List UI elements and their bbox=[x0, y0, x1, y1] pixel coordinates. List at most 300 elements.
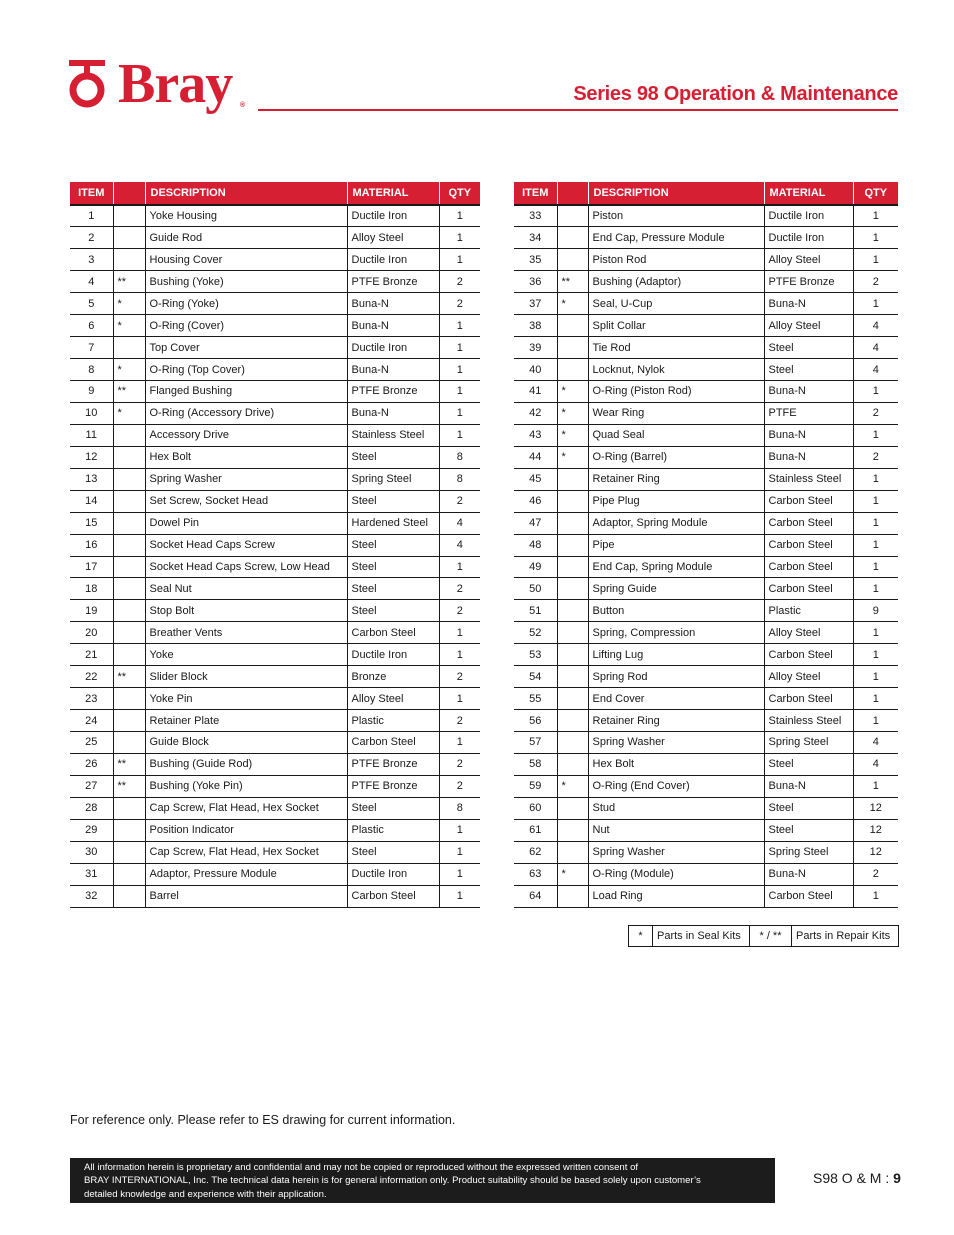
table-row bbox=[70, 271, 480, 293]
cell-kit: * bbox=[113, 315, 145, 337]
cell-qty: 1 bbox=[439, 863, 480, 885]
table-header-row bbox=[70, 182, 480, 205]
cell-qty: 12 bbox=[853, 841, 898, 863]
table-row bbox=[70, 753, 480, 775]
cell-kit: ** bbox=[113, 271, 145, 293]
cell-qty: 4 bbox=[853, 753, 898, 775]
table-row bbox=[514, 819, 898, 841]
cell-item: 17 bbox=[70, 556, 113, 578]
cell-item: 26 bbox=[70, 753, 113, 775]
parts-table-right bbox=[514, 182, 898, 908]
table-row bbox=[514, 381, 898, 403]
reference-note: For reference only. Please refer to ES drawing for current information. bbox=[70, 1113, 456, 1127]
parts-table-left bbox=[70, 182, 480, 908]
cell-material: Carbon Steel bbox=[764, 885, 853, 907]
cell-kit bbox=[557, 666, 588, 688]
cell-qty: 1 bbox=[853, 556, 898, 578]
column-header-item: ITEM bbox=[514, 182, 557, 205]
cell-kit: * bbox=[557, 402, 588, 424]
cell-qty: 1 bbox=[439, 337, 480, 359]
cell-kit bbox=[557, 644, 588, 666]
cell-item: 43 bbox=[514, 424, 557, 446]
cell-description: Bushing (Yoke Pin) bbox=[145, 775, 347, 797]
cell-item: 52 bbox=[514, 622, 557, 644]
cell-material: Carbon Steel bbox=[764, 578, 853, 600]
cell-qty: 1 bbox=[439, 819, 480, 841]
cell-item: 50 bbox=[514, 578, 557, 600]
cell-item: 6 bbox=[70, 315, 113, 337]
cell-material: Buna-N bbox=[347, 359, 439, 381]
cell-material: Carbon Steel bbox=[764, 688, 853, 710]
cell-qty: 8 bbox=[439, 446, 480, 468]
cell-description: Bushing (Yoke) bbox=[145, 271, 347, 293]
cell-description: Stud bbox=[588, 797, 764, 819]
cell-description: Bushing (Guide Rod) bbox=[145, 753, 347, 775]
parts-table-left-body bbox=[70, 205, 480, 907]
cell-qty: 2 bbox=[439, 600, 480, 622]
cell-material: Plastic bbox=[764, 600, 853, 622]
cell-qty: 8 bbox=[439, 468, 480, 490]
cell-item: 37 bbox=[514, 293, 557, 315]
cell-description: O-Ring (Top Cover) bbox=[145, 359, 347, 381]
cell-material: PTFE Bronze bbox=[347, 381, 439, 403]
cell-item: 28 bbox=[70, 797, 113, 819]
table-row bbox=[514, 578, 898, 600]
table-row bbox=[514, 271, 898, 293]
cell-description: Quad Seal bbox=[588, 424, 764, 446]
table-row bbox=[70, 315, 480, 337]
page-number-prefix: S98 O & M : bbox=[813, 1170, 894, 1186]
cell-qty: 1 bbox=[853, 205, 898, 227]
cell-material: Alloy Steel bbox=[764, 622, 853, 644]
cell-kit: * bbox=[113, 359, 145, 381]
cell-kit bbox=[557, 205, 588, 227]
cell-description: Flanged Bushing bbox=[145, 381, 347, 403]
cell-material: PTFE Bronze bbox=[347, 775, 439, 797]
cell-kit bbox=[113, 512, 145, 534]
cell-qty: 1 bbox=[439, 644, 480, 666]
table-row bbox=[514, 644, 898, 666]
table-row bbox=[70, 249, 480, 271]
cell-material: PTFE Bronze bbox=[347, 753, 439, 775]
cell-material: Steel bbox=[347, 600, 439, 622]
cell-item: 10 bbox=[70, 402, 113, 424]
cell-description: Retainer Plate bbox=[145, 710, 347, 732]
cell-description: Spring Rod bbox=[588, 666, 764, 688]
cell-description: Yoke Pin bbox=[145, 688, 347, 710]
cell-qty: 1 bbox=[853, 644, 898, 666]
cell-item: 56 bbox=[514, 710, 557, 732]
table-row bbox=[70, 863, 480, 885]
table-row bbox=[70, 337, 480, 359]
table-row bbox=[70, 688, 480, 710]
cell-item: 22 bbox=[70, 666, 113, 688]
cell-kit bbox=[557, 797, 588, 819]
header-rule bbox=[258, 109, 898, 111]
cell-qty: 1 bbox=[439, 249, 480, 271]
table-row bbox=[70, 841, 480, 863]
cell-qty: 1 bbox=[439, 424, 480, 446]
cell-description: Cap Screw, Flat Head, Hex Socket bbox=[145, 841, 347, 863]
cell-qty: 2 bbox=[439, 753, 480, 775]
cell-kit bbox=[113, 578, 145, 600]
cell-description: Dowel Pin bbox=[145, 512, 347, 534]
cell-kit bbox=[557, 578, 588, 600]
cell-description: Slider Block bbox=[145, 666, 347, 688]
cell-item: 14 bbox=[70, 490, 113, 512]
cell-kit bbox=[113, 819, 145, 841]
cell-qty: 1 bbox=[853, 578, 898, 600]
cell-material: Buna-N bbox=[764, 775, 853, 797]
cell-material: PTFE Bronze bbox=[764, 271, 853, 293]
cell-description: Pipe Plug bbox=[588, 490, 764, 512]
cell-kit: ** bbox=[113, 775, 145, 797]
cell-item: 55 bbox=[514, 688, 557, 710]
cell-material: Hardened Steel bbox=[347, 512, 439, 534]
table-row bbox=[70, 424, 480, 446]
table-row bbox=[514, 534, 898, 556]
cell-item: 51 bbox=[514, 600, 557, 622]
cell-item: 1 bbox=[70, 205, 113, 227]
cell-item: 16 bbox=[70, 534, 113, 556]
cell-description: Adaptor, Spring Module bbox=[588, 512, 764, 534]
cell-qty: 1 bbox=[439, 227, 480, 249]
cell-kit bbox=[113, 885, 145, 907]
cell-qty: 1 bbox=[439, 732, 480, 754]
legend-seal-symbol: * bbox=[629, 926, 653, 947]
cell-kit bbox=[113, 622, 145, 644]
cell-item: 25 bbox=[70, 732, 113, 754]
cell-description: Load Ring bbox=[588, 885, 764, 907]
cell-kit: * bbox=[557, 863, 588, 885]
cell-material: Steel bbox=[347, 578, 439, 600]
cell-qty: 1 bbox=[853, 534, 898, 556]
cell-qty: 1 bbox=[439, 622, 480, 644]
table-row bbox=[70, 381, 480, 403]
cell-item: 45 bbox=[514, 468, 557, 490]
cell-material: Steel bbox=[347, 534, 439, 556]
cell-item: 5 bbox=[70, 293, 113, 315]
table-row bbox=[514, 293, 898, 315]
cell-material: Steel bbox=[764, 797, 853, 819]
cell-material: Steel bbox=[764, 819, 853, 841]
cell-item: 7 bbox=[70, 337, 113, 359]
table-header-row bbox=[514, 182, 898, 205]
table-row bbox=[70, 622, 480, 644]
table-row bbox=[70, 666, 480, 688]
cell-kit bbox=[113, 710, 145, 732]
cell-item: 42 bbox=[514, 402, 557, 424]
cell-item: 19 bbox=[70, 600, 113, 622]
cell-description: Locknut, Nylok bbox=[588, 359, 764, 381]
column-header-material: MATERIAL bbox=[764, 182, 853, 205]
cell-description: End Cap, Pressure Module bbox=[588, 227, 764, 249]
cell-material: Ductile Iron bbox=[347, 337, 439, 359]
cell-qty: 4 bbox=[853, 315, 898, 337]
cell-qty: 1 bbox=[853, 293, 898, 315]
cell-kit bbox=[557, 688, 588, 710]
cell-item: 57 bbox=[514, 732, 557, 754]
column-header-kit bbox=[557, 182, 588, 205]
table-row bbox=[514, 359, 898, 381]
table-row bbox=[514, 337, 898, 359]
cell-material: Buna-N bbox=[764, 381, 853, 403]
cell-kit bbox=[557, 337, 588, 359]
cell-item: 34 bbox=[514, 227, 557, 249]
cell-description: Pipe bbox=[588, 534, 764, 556]
cell-kit bbox=[557, 468, 588, 490]
cell-description: Set Screw, Socket Head bbox=[145, 490, 347, 512]
cell-kit bbox=[557, 556, 588, 578]
cell-qty: 1 bbox=[439, 885, 480, 907]
table-row bbox=[514, 732, 898, 754]
cell-item: 64 bbox=[514, 885, 557, 907]
cell-qty: 1 bbox=[439, 402, 480, 424]
table-row bbox=[514, 556, 898, 578]
table-row bbox=[514, 468, 898, 490]
cell-material: Ductile Iron bbox=[764, 205, 853, 227]
cell-description: O-Ring (Barrel) bbox=[588, 446, 764, 468]
cell-item: 4 bbox=[70, 271, 113, 293]
cell-material: Alloy Steel bbox=[347, 688, 439, 710]
table-row bbox=[70, 556, 480, 578]
cell-kit bbox=[557, 841, 588, 863]
cell-qty: 12 bbox=[853, 797, 898, 819]
cell-item: 9 bbox=[70, 381, 113, 403]
table-row bbox=[514, 885, 898, 907]
cell-kit bbox=[113, 490, 145, 512]
cell-qty: 1 bbox=[853, 424, 898, 446]
footer-disclaimer bbox=[70, 1158, 775, 1203]
table-row bbox=[70, 885, 480, 907]
cell-qty: 1 bbox=[439, 205, 480, 227]
cell-description: Adaptor, Pressure Module bbox=[145, 863, 347, 885]
cell-item: 44 bbox=[514, 446, 557, 468]
cell-qty: 1 bbox=[853, 885, 898, 907]
cell-kit bbox=[113, 863, 145, 885]
cell-material: Ductile Iron bbox=[764, 227, 853, 249]
cell-item: 36 bbox=[514, 271, 557, 293]
cell-material: Stainless Steel bbox=[347, 424, 439, 446]
cell-material: Carbon Steel bbox=[764, 512, 853, 534]
cell-description: End Cap, Spring Module bbox=[588, 556, 764, 578]
cell-kit bbox=[557, 622, 588, 644]
table-row bbox=[70, 446, 480, 468]
cell-item: 3 bbox=[70, 249, 113, 271]
table-row bbox=[514, 402, 898, 424]
cell-qty: 1 bbox=[853, 468, 898, 490]
cell-description: Position Indicator bbox=[145, 819, 347, 841]
cell-description: Top Cover bbox=[145, 337, 347, 359]
cell-description: O-Ring (Piston Rod) bbox=[588, 381, 764, 403]
cell-material: Stainless Steel bbox=[764, 710, 853, 732]
cell-description: Button bbox=[588, 600, 764, 622]
legend-repair-symbol: * / ** bbox=[750, 926, 792, 947]
cell-material: Bronze bbox=[347, 666, 439, 688]
table-row bbox=[70, 402, 480, 424]
cell-item: 63 bbox=[514, 863, 557, 885]
cell-qty: 1 bbox=[853, 688, 898, 710]
cell-material: Steel bbox=[764, 359, 853, 381]
cell-material: Carbon Steel bbox=[764, 644, 853, 666]
cell-item: 62 bbox=[514, 841, 557, 863]
cell-description: Socket Head Caps Screw bbox=[145, 534, 347, 556]
table-row bbox=[514, 841, 898, 863]
cell-qty: 1 bbox=[853, 490, 898, 512]
cell-material: Buna-N bbox=[764, 446, 853, 468]
cell-item: 49 bbox=[514, 556, 557, 578]
cell-item: 58 bbox=[514, 753, 557, 775]
cell-kit bbox=[113, 644, 145, 666]
legend-repair-label: Parts in Repair Kits bbox=[792, 926, 899, 947]
cell-item: 40 bbox=[514, 359, 557, 381]
cell-material: Stainless Steel bbox=[764, 468, 853, 490]
cell-kit bbox=[557, 315, 588, 337]
disclaimer-line: detailed knowledge and experience with their application. bbox=[84, 1188, 327, 1200]
cell-kit: * bbox=[557, 775, 588, 797]
table-row bbox=[514, 490, 898, 512]
cell-material: Buna-N bbox=[347, 402, 439, 424]
cell-kit bbox=[557, 512, 588, 534]
logo-wordmark: Bray bbox=[118, 53, 233, 115]
table-row bbox=[70, 819, 480, 841]
cell-description: Housing Cover bbox=[145, 249, 347, 271]
cell-item: 39 bbox=[514, 337, 557, 359]
cell-material: Carbon Steel bbox=[764, 534, 853, 556]
cell-material: Carbon Steel bbox=[347, 732, 439, 754]
cell-material: Carbon Steel bbox=[347, 622, 439, 644]
cell-qty: 2 bbox=[853, 271, 898, 293]
cell-kit bbox=[113, 688, 145, 710]
table-row bbox=[70, 293, 480, 315]
bray-logo-mark-icon bbox=[68, 60, 108, 108]
cell-description: Spring Washer bbox=[588, 841, 764, 863]
table-row bbox=[70, 227, 480, 249]
cell-kit bbox=[113, 249, 145, 271]
cell-qty: 1 bbox=[853, 622, 898, 644]
cell-kit bbox=[113, 446, 145, 468]
cell-description: Piston Rod bbox=[588, 249, 764, 271]
cell-qty: 2 bbox=[439, 710, 480, 732]
cell-kit: * bbox=[557, 293, 588, 315]
table-row bbox=[70, 710, 480, 732]
cell-description: Wear Ring bbox=[588, 402, 764, 424]
cell-kit bbox=[113, 841, 145, 863]
cell-material: PTFE bbox=[764, 402, 853, 424]
cell-kit bbox=[113, 468, 145, 490]
cell-description: End Cover bbox=[588, 688, 764, 710]
cell-item: 13 bbox=[70, 468, 113, 490]
cell-qty: 1 bbox=[439, 315, 480, 337]
cell-description: Nut bbox=[588, 819, 764, 841]
table-row bbox=[70, 359, 480, 381]
cell-qty: 1 bbox=[439, 381, 480, 403]
cell-material: Alloy Steel bbox=[764, 249, 853, 271]
cell-description: Seal Nut bbox=[145, 578, 347, 600]
cell-item: 38 bbox=[514, 315, 557, 337]
cell-description: O-Ring (Accessory Drive) bbox=[145, 402, 347, 424]
cell-material: Steel bbox=[764, 753, 853, 775]
table-row bbox=[70, 512, 480, 534]
cell-description: Barrel bbox=[145, 885, 347, 907]
cell-material: Alloy Steel bbox=[347, 227, 439, 249]
cell-item: 29 bbox=[70, 819, 113, 841]
cell-qty: 2 bbox=[439, 666, 480, 688]
table-row bbox=[514, 863, 898, 885]
cell-item: 33 bbox=[514, 205, 557, 227]
cell-description: Spring Guide bbox=[588, 578, 764, 600]
cell-material: Ductile Iron bbox=[347, 249, 439, 271]
cell-kit bbox=[557, 227, 588, 249]
cell-kit bbox=[113, 337, 145, 359]
cell-qty: 8 bbox=[439, 797, 480, 819]
cell-description: Hex Bolt bbox=[588, 753, 764, 775]
cell-kit bbox=[113, 556, 145, 578]
cell-kit bbox=[557, 819, 588, 841]
cell-material: Steel bbox=[347, 446, 439, 468]
cell-description: Yoke Housing bbox=[145, 205, 347, 227]
cell-qty: 1 bbox=[439, 688, 480, 710]
cell-item: 30 bbox=[70, 841, 113, 863]
legend-seal-label: Parts in Seal Kits bbox=[653, 926, 750, 947]
cell-qty: 1 bbox=[853, 666, 898, 688]
cell-kit bbox=[113, 205, 145, 227]
cell-kit bbox=[557, 710, 588, 732]
cell-item: 47 bbox=[514, 512, 557, 534]
cell-material: Ductile Iron bbox=[347, 644, 439, 666]
table-row bbox=[514, 622, 898, 644]
column-header-item: ITEM bbox=[70, 182, 113, 205]
cell-item: 46 bbox=[514, 490, 557, 512]
cell-description: Spring, Compression bbox=[588, 622, 764, 644]
table-row bbox=[70, 490, 480, 512]
cell-material: Plastic bbox=[347, 710, 439, 732]
column-header-qty: QTY bbox=[853, 182, 898, 205]
cell-kit bbox=[557, 753, 588, 775]
cell-description: Piston bbox=[588, 205, 764, 227]
cell-description: Retainer Ring bbox=[588, 710, 764, 732]
table-row bbox=[70, 468, 480, 490]
cell-material: Buna-N bbox=[347, 293, 439, 315]
cell-description: Cap Screw, Flat Head, Hex Socket bbox=[145, 797, 347, 819]
cell-kit bbox=[113, 534, 145, 556]
table-row bbox=[514, 688, 898, 710]
table-row bbox=[514, 775, 898, 797]
cell-qty: 2 bbox=[439, 271, 480, 293]
table-row bbox=[514, 666, 898, 688]
cell-qty: 4 bbox=[853, 732, 898, 754]
cell-qty: 2 bbox=[853, 402, 898, 424]
cell-material: Alloy Steel bbox=[764, 666, 853, 688]
cell-material: PTFE Bronze bbox=[347, 271, 439, 293]
page-title: Series 98 Operation & Maintenance bbox=[573, 83, 898, 105]
cell-qty: 2 bbox=[439, 490, 480, 512]
cell-qty: 1 bbox=[853, 710, 898, 732]
cell-qty: 12 bbox=[853, 819, 898, 841]
cell-item: 24 bbox=[70, 710, 113, 732]
column-header-description: DESCRIPTION bbox=[145, 182, 347, 205]
cell-kit bbox=[113, 424, 145, 446]
cell-description: Guide Block bbox=[145, 732, 347, 754]
table-row bbox=[514, 249, 898, 271]
column-header-qty: QTY bbox=[439, 182, 480, 205]
cell-item: 2 bbox=[70, 227, 113, 249]
cell-item: 53 bbox=[514, 644, 557, 666]
table-row bbox=[514, 205, 898, 227]
cell-item: 35 bbox=[514, 249, 557, 271]
cell-item: 41 bbox=[514, 381, 557, 403]
registered-mark: ® bbox=[240, 102, 246, 109]
